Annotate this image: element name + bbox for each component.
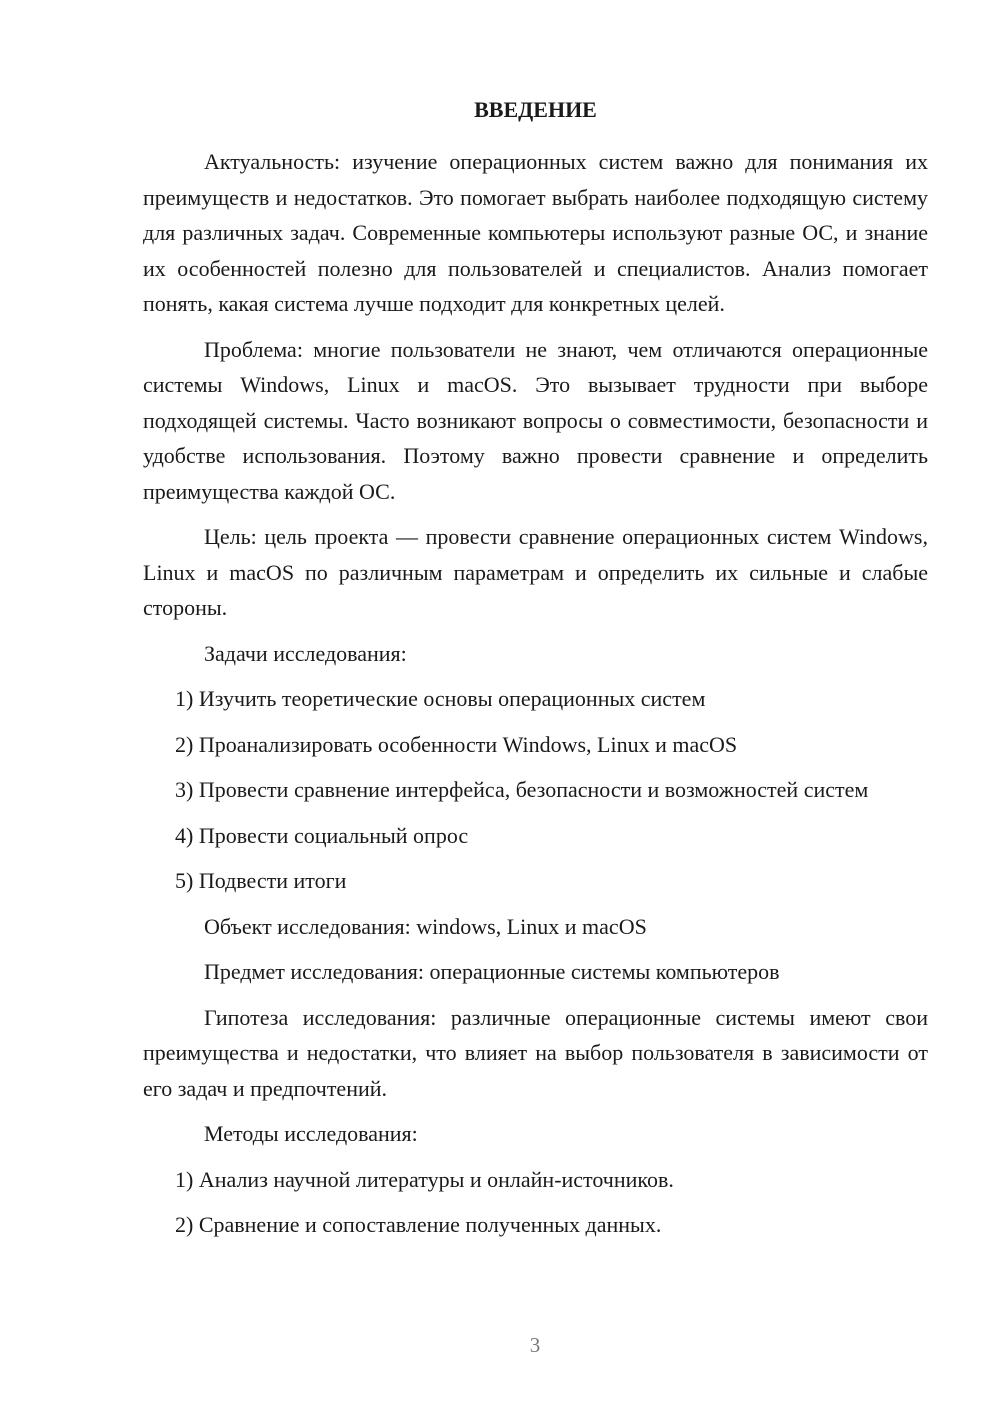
- hypothesis-paragraph: Гипотеза исследования: различные операционные системы имеют свои преимущества и недостатки, что влияет на выбор пользователя в зависимости от его задач и предпочтений.: [143, 1004, 928, 1101]
- page-number: 3: [529, 1333, 541, 1357]
- problem-paragraph: Проблема: многие пользователи не знают, чем отличаются операционные системы Windows, Linux и macOS. Это вызывает трудности при выборе подходящей системы. Часто возникают вопросы о совместимости, безопасности и удобстве использования. Поэтому важно провести сравнение и определить преимущества каждой ОС.: [143, 336, 928, 504]
- document-page: [143, 96, 928, 1253]
- task-item: 1) Изучить теоретические основы операционных систем: [175, 686, 706, 711]
- research-object: Объект исследования: windows, Linux и macOS: [204, 913, 647, 939]
- task-item: 4) Провести социальный опрос: [175, 822, 469, 848]
- task-item: 5) Подвести итоги: [175, 868, 347, 893]
- method-item: 2) Сравнение и сопоставление полученных данных.: [175, 1212, 662, 1237]
- tasks-heading: Задачи исследования:: [204, 640, 407, 666]
- methods-heading: Методы исследования:: [204, 1121, 418, 1146]
- task-item: 3) Провести сравнение интерфейса, безопасности и возможностей систем: [175, 777, 869, 802]
- method-item: 1) Анализ научной литературы и онлайн-источников.: [175, 1166, 674, 1192]
- task-item: 2) Проанализировать особенности Windows, Linux и macOS: [175, 731, 738, 757]
- research-subject: Предмет исследования: операционные системы компьютеров: [204, 959, 780, 984]
- page-title: ВВЕДЕНИЕ: [474, 97, 597, 122]
- relevance-paragraph: Актуальность: изучение операционных систем важно для понимания их преимуществ и недостатков. Это помогает выбрать наиболее подходящую систему для различных задач. Современные компьютеры используют разные ОС, и знание их особенностей полезно для пользователей и специалистов. Анализ помогает понять, какая система лучше подходит для конкретных целей.: [143, 149, 928, 316]
- goal-paragraph: Цель: цель проекта — провести сравнение операционных систем Windows, Linux и macOS по различным параметрам и определить их сильные и слабые стороны.: [143, 524, 928, 620]
